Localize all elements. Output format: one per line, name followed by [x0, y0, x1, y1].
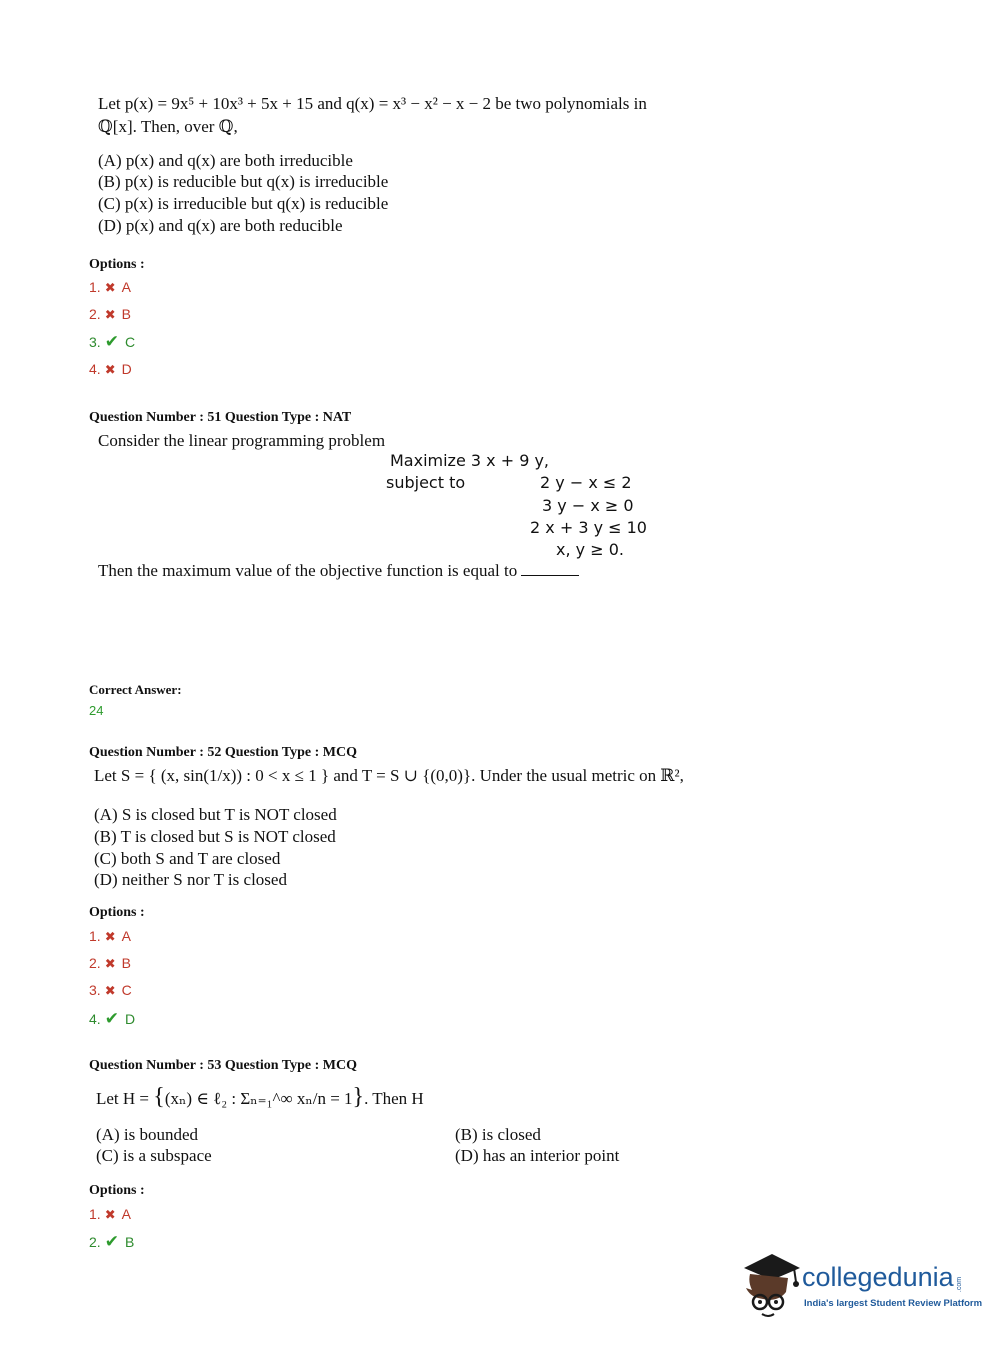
- q52-choice-c: (C) both S and T are closed: [94, 849, 281, 868]
- cross-icon: ✖: [104, 929, 116, 944]
- option-number: 2.: [89, 306, 101, 322]
- logo-wordmark: [802, 1262, 967, 1293]
- option-number: 1.: [89, 279, 101, 295]
- q53-header: Question Number : 53 Question Type : MCQ: [89, 1058, 357, 1073]
- q52-option-4: [89, 1009, 135, 1029]
- q51-answer: 24: [89, 703, 104, 718]
- q53-stem-pre: Let H =: [96, 1089, 154, 1108]
- option-letter: C: [124, 334, 136, 350]
- collegedunia-logo[interactable]: [738, 1248, 983, 1320]
- cross-icon: ✖: [104, 362, 116, 377]
- option-number: 1.: [89, 1206, 101, 1222]
- option-letter: B: [124, 1234, 135, 1250]
- left-brace: {: [153, 1084, 165, 1110]
- q50-choice-a: (A) p(x) and q(x) are both irreducible: [98, 151, 353, 170]
- q53-stem: [96, 1084, 424, 1111]
- q52-option-1: [89, 928, 131, 945]
- check-icon: ✔: [104, 1009, 119, 1028]
- q50-choice-d: (D) p(x) and q(x) are both reducible: [98, 216, 343, 235]
- q52-choice-b: (B) T is closed but S is NOT closed: [94, 827, 336, 846]
- q52-header: Question Number : 52 Question Type : MCQ: [89, 745, 357, 760]
- q52-option-3: [89, 982, 132, 999]
- option-letter: D: [124, 1011, 136, 1027]
- q51-objective: Maximize 3 x + 9 y,: [390, 451, 550, 470]
- logo-suffix: .com: [955, 1276, 963, 1293]
- q50-option-2: [89, 306, 131, 323]
- q50-stem-line1: Let p(x) = 9x⁵ + 10x³ + 5x + 15 and q(x) = x³ − x² − x − 2 be two polynomials in: [98, 94, 647, 113]
- q50-option-3: [89, 332, 135, 352]
- cross-icon: ✖: [104, 307, 116, 322]
- option-number: 1.: [89, 928, 101, 944]
- q51-constraint-2: 3 y − x ≥ 0: [542, 496, 634, 515]
- q50-choice-c: (C) p(x) is irreducible but q(x) is reducible: [98, 194, 389, 213]
- option-letter: B: [121, 306, 131, 322]
- q50-option-1: [89, 279, 131, 296]
- q53-stem-set: (xₙ) ∈ ℓ₂ : Σₙ₌₁^∞ xₙ/n = 1: [164, 1089, 353, 1108]
- q53-choice-c: (C) is a subspace: [96, 1146, 212, 1165]
- q51-stem: Consider the linear programming problem: [98, 431, 386, 450]
- cross-icon: ✖: [104, 280, 116, 295]
- q51-header: Question Number : 51 Question Type : NAT: [89, 410, 352, 425]
- q51-answer-label: Correct Answer:: [89, 682, 182, 697]
- logo-tagline: India's largest Student Review Platform: [804, 1298, 983, 1309]
- q50-option-4: [89, 361, 132, 378]
- q53-choice-d: (D) has an interior point: [455, 1146, 620, 1165]
- logo-name: collegedunia: [802, 1262, 954, 1292]
- check-icon: ✔: [104, 332, 119, 351]
- q53-choice-a: (A) is bounded: [96, 1125, 198, 1144]
- option-letter: B: [121, 955, 131, 971]
- check-icon: ✔: [104, 1232, 119, 1251]
- option-number: 4.: [89, 1011, 101, 1027]
- q52-options-label: Options :: [89, 905, 145, 920]
- answer-blank: [521, 575, 579, 576]
- cross-icon: ✖: [104, 956, 116, 971]
- q52-choice-d: (D) neither S nor T is closed: [94, 870, 287, 889]
- q51-conclusion-text: Then the maximum value of the objective function is equal to: [98, 561, 518, 580]
- q52-stem: Let S = { (x, sin(1/x)) : 0 < x ≤ 1 } and T = S ∪ {(0,0)}. Under the usual metric on ℝ²,: [94, 766, 684, 785]
- q52-option-2: [89, 955, 131, 972]
- q53-choice-b: (B) is closed: [455, 1125, 541, 1144]
- q51-subject-to: subject to: [386, 473, 466, 492]
- q51-constraint-3: 2 x + 3 y ≤ 10: [530, 518, 647, 537]
- option-letter: A: [121, 928, 131, 944]
- q51-constraint-1: 2 y − x ≤ 2: [540, 473, 632, 492]
- mascot-icon: [738, 1248, 802, 1318]
- q51-constraint-4: x, y ≥ 0.: [556, 540, 624, 559]
- q53-stem-post: . Then H: [364, 1089, 424, 1108]
- q50-options-label: Options :: [89, 257, 145, 272]
- option-letter: C: [121, 982, 132, 998]
- q53-option-2: [89, 1232, 134, 1252]
- q52-choice-a: (A) S is closed but T is NOT closed: [94, 805, 337, 824]
- right-brace: }: [352, 1084, 365, 1110]
- option-letter: D: [121, 361, 132, 377]
- option-letter: A: [121, 1206, 131, 1222]
- q51-conclusion: [98, 561, 579, 581]
- option-letter: A: [121, 279, 131, 295]
- q50-stem-line2: ℚ[x]. Then, over ℚ,: [98, 117, 238, 136]
- option-number: 4.: [89, 361, 101, 377]
- option-number: 2.: [89, 955, 101, 971]
- q53-option-1: [89, 1206, 131, 1223]
- q53-options-label: Options :: [89, 1183, 145, 1198]
- option-number: 2.: [89, 1234, 101, 1250]
- option-number: 3.: [89, 982, 101, 998]
- q50-choice-b: (B) p(x) is reducible but q(x) is irreducible: [98, 172, 389, 191]
- cross-icon: ✖: [104, 983, 116, 998]
- cross-icon: ✖: [104, 1207, 116, 1222]
- option-number: 3.: [89, 334, 101, 350]
